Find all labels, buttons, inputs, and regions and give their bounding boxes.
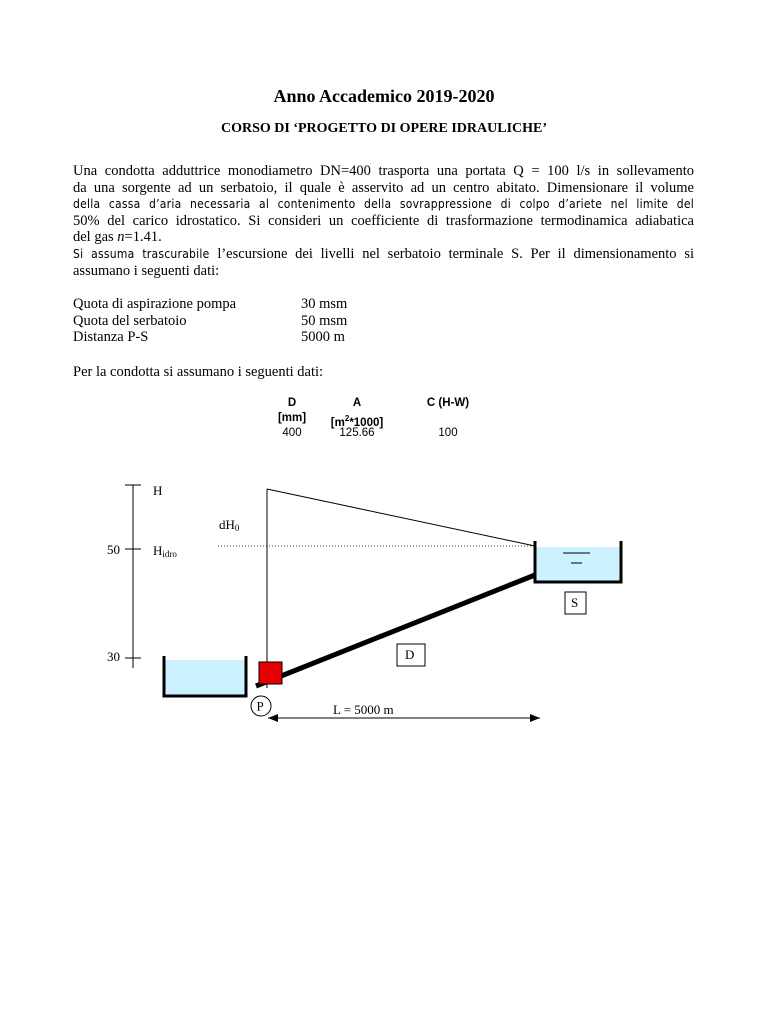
text-fragment: =1.41. bbox=[124, 229, 162, 246]
pipe-label: D bbox=[405, 647, 415, 662]
tick-label-50: 50 bbox=[107, 542, 120, 557]
pipeline bbox=[256, 575, 535, 686]
label-dh0 bbox=[219, 517, 240, 533]
col-value-d: 400 bbox=[282, 427, 302, 439]
data-value: 30 msm bbox=[301, 296, 348, 312]
course-title: CORSO DI ‘PROGETTO DI OPERE IDRAULICHE’ bbox=[220, 121, 548, 136]
pump-label: P bbox=[256, 698, 264, 714]
terminal-water bbox=[535, 547, 620, 581]
data-label: Quota del serbatoio bbox=[73, 312, 187, 329]
data-label: Quota di aspirazione pompa bbox=[73, 296, 237, 312]
col-value-c: 100 bbox=[438, 427, 458, 439]
pipe-intro: Per la condotta si assumano i seguenti dati: bbox=[73, 364, 324, 380]
text-fragment: dH bbox=[219, 517, 235, 532]
text-fragment: [m bbox=[330, 416, 345, 429]
text-fragment: *1000] bbox=[349, 416, 384, 429]
data-value: 50 msm bbox=[301, 312, 348, 329]
superscript: 2 bbox=[344, 414, 350, 423]
text-line: 50% del carico idrostatico. Si consideri un coefficiente di trasformazione termodinamica adiabatica bbox=[73, 212, 694, 229]
col-unit-d: [mm] bbox=[277, 412, 307, 424]
subscript: idro bbox=[162, 549, 177, 559]
data-value: 5000 m bbox=[301, 329, 345, 346]
air-vessel bbox=[259, 662, 282, 684]
source-water bbox=[164, 660, 246, 695]
arrow-left-icon bbox=[268, 714, 278, 722]
overpressure-line bbox=[267, 489, 535, 546]
data-label: Distanza P-S bbox=[73, 329, 149, 346]
col-value-a: 125.66 bbox=[339, 427, 375, 439]
text-fragment: Si assuma trascurabile bbox=[73, 247, 210, 261]
text-line: da una sorgente ad un serbatoio, il quale è asservito ad un centro abitato. Dimensionare il volume bbox=[73, 179, 694, 196]
label-h-idro bbox=[153, 543, 177, 559]
exponent-symbol: n bbox=[117, 229, 125, 246]
text-fragment: del gas bbox=[73, 229, 118, 246]
subscript: 0 bbox=[234, 523, 240, 533]
tick-label-30: 30 bbox=[107, 649, 120, 664]
col-header-a: A bbox=[352, 397, 362, 409]
arrow-right-icon bbox=[530, 714, 540, 722]
text-line: della cassa d’aria necessaria al contenimento della sovrappressione di colpo d’ariete nel limite del bbox=[73, 197, 694, 212]
axis-label-h: H bbox=[153, 483, 163, 498]
text-line: assumano i seguenti dati: bbox=[73, 262, 220, 279]
page-title: Anno Accademico 2019-2020 bbox=[273, 86, 495, 106]
col-header-c: C (H-W) bbox=[426, 397, 470, 409]
text-fragment: H bbox=[153, 543, 163, 558]
col-header-d: D bbox=[287, 397, 297, 409]
length-label: L = 5000 m bbox=[333, 702, 394, 717]
text-fragment: l’escursione dei livelli nel serbatoio terminale S. Per il dimensionamento si bbox=[209, 246, 694, 262]
text-line: Una condotta adduttrice monodiametro DN=400 trasporta una portata Q = 100 l/s in sollevamento bbox=[73, 163, 694, 179]
reservoir-label: S bbox=[571, 595, 579, 610]
